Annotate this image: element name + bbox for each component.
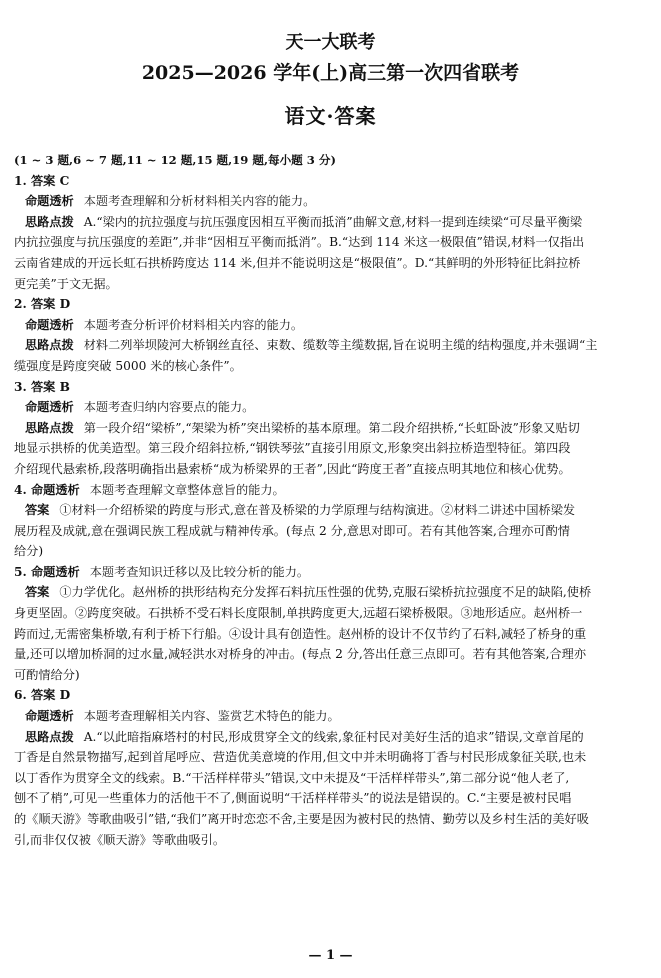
intent-text: 本题考查归纳内容要点的能力。 bbox=[83, 400, 255, 415]
analysis-line: 引,而非仅仅被《顺天游》等歌曲吸引。 bbox=[14, 832, 226, 847]
analysis-label: 思路点拨 bbox=[25, 420, 74, 435]
analysis-line: 内抗拉强度与抗压强度的差距”,并非“因相互平衡而抵消”。B.“达到 114 米这一极限值”错误,材料一仅指出 bbox=[14, 235, 585, 250]
analysis-label: 思路点拨 bbox=[25, 729, 74, 744]
intent-text: 本题考查理解和分析材料相关内容的能力。 bbox=[83, 194, 316, 209]
question-2 bbox=[14, 294, 646, 376]
answer-line: 跨而过,无需密集桥墩,有利于桥下行船。④设计具有创造性。赵州桥的设计不仅节约了石料,减轻了桥身的重 bbox=[14, 626, 587, 641]
question-6-answer: 6. 答案 D bbox=[14, 688, 71, 703]
analysis-line: 更完美”于文无据。 bbox=[14, 276, 118, 291]
question-6 bbox=[14, 685, 646, 850]
answer-content bbox=[14, 150, 646, 850]
question-5-head: 5. 命题透析 bbox=[14, 564, 80, 579]
intent-label: 命题透析 bbox=[25, 400, 74, 415]
question-2-answer: 2. 答案 D bbox=[14, 297, 71, 312]
question-1-intent bbox=[14, 191, 646, 212]
analysis-line: 刨不了梢”,可见一些重体力的活他干不了,侧面说明“干活样样带头”的说法是错误的。C.“主要是被村民唱 bbox=[14, 791, 572, 806]
analysis-line: 的《顺天游》等歌曲吸引”错,“我们”离开时恋恋不舍,主要是因为被村民的热情、勤劳以及乡村生活的美好吸 bbox=[14, 812, 589, 826]
intent-label: 命题透析 bbox=[25, 194, 74, 209]
analysis-line: 第一段介绍“梁桥”,“架梁为桥”突出梁桥的基本原理。第二段介绍拱桥,“长虹卧波”形象又贴切 bbox=[83, 420, 580, 435]
answer-line: 量,还可以增加桥洞的过水量,减轻洪水对桥身的冲击。(每点 2 分,答出任意三点即可。若有其他答案,合理亦 bbox=[14, 647, 587, 662]
subject-answer-title: 语文·答案 bbox=[284, 104, 377, 128]
analysis-line: 介绍现代悬索桥,段落明确指出悬索桥“成为桥梁界的王者”,因此“跨度王者”直接点明其地位和核心优势。 bbox=[14, 461, 571, 476]
answer-line: 身更坚固。②跨度突破。石拱桥不受石料长度限制,单拱跨度更大,远超石梁桥极限。③地形适应。赵州桥一 bbox=[14, 606, 583, 621]
page-number: — 1 — bbox=[308, 948, 353, 963]
question-5-answer bbox=[14, 582, 646, 603]
question-6-intent bbox=[14, 706, 646, 727]
question-3-analysis bbox=[14, 418, 646, 439]
analysis-label: 思路点拨 bbox=[25, 214, 74, 229]
analysis-line: 云南省建成的开远长虹石拱桥跨度达 114 米,但并不能说明这是“极限值”。D.“其鲜明的外形特征比斜拉桥 bbox=[14, 255, 581, 270]
analysis-line: 缆强度是跨度突破 5000 米的核心条件”。 bbox=[14, 358, 242, 373]
intent-text: 本题考查分析评价材料相关内容的能力。 bbox=[83, 317, 304, 332]
question-3-intent bbox=[14, 397, 646, 418]
analysis-line: 材料二列举坝陵河大桥钢丝直径、束数、缆数等主缆数据,旨在说明主缆的结构强度,并未强调“主 bbox=[83, 338, 598, 353]
intent-text: 本题考查理解文章整体意旨的能力。 bbox=[89, 482, 285, 497]
answer-label: 答案 bbox=[25, 585, 50, 600]
analysis-line: A.“梁内的抗拉强度与抗压强度因相互平衡而抵消”曲解文意,材料一提到连续梁“可尽量平衡梁 bbox=[83, 214, 583, 229]
question-1-analysis bbox=[14, 212, 646, 233]
intent-text: 本题考查知识迁移以及比较分析的能力。 bbox=[89, 564, 310, 579]
analysis-line: 丁香是自然景物描写,起到首尾呼应、营造优美意境的作用,但文中并未明确将丁香与村民形成象征关联,也未 bbox=[14, 750, 587, 765]
intent-text: 本题考查理解相关内容、鉴赏艺术特色的能力。 bbox=[83, 709, 340, 724]
analysis-label: 思路点拨 bbox=[25, 338, 74, 353]
analysis-line: A.“以此暗指麻塔村的村民,形成贯穿全文的线索,象征村民对美好生活的追求”错误,文章首尾的 bbox=[83, 729, 584, 744]
analysis-line: 以丁香作为贯穿全文的线索。B.“干活样样带头”错误,文中未提及“干活样样带头”,第二部分说“他人老了, bbox=[14, 770, 570, 785]
question-6-analysis bbox=[14, 727, 646, 748]
question-2-analysis bbox=[14, 335, 646, 356]
intent-label: 命题透析 bbox=[25, 709, 74, 724]
answer-line: 可酌情给分) bbox=[14, 667, 80, 682]
question-1 bbox=[14, 171, 646, 295]
intent-label: 命题透析 bbox=[25, 317, 74, 332]
exam-organizer-title: 天一大联考 bbox=[285, 32, 376, 53]
question-4 bbox=[14, 480, 646, 562]
scoring-note: (1 ~ 3 题,6 ~ 7 题,11 ~ 12 题,15 题,19 题,每小题 3 分) bbox=[14, 153, 336, 167]
answer-line: 给分) bbox=[14, 544, 44, 559]
answer-line: 展历程及成就,意在强调民族工程成就与精神传承。(每点 2 分,意思对即可。若有其他答案,合理亦可酌情 bbox=[14, 523, 570, 538]
answer-line: ①力学优化。赵州桥的拱形结构充分发挥石料抗压性强的优势,克服石梁桥抗拉强度不足的缺陷,使桥 bbox=[59, 585, 592, 600]
exam-session-title: 2025—2026 学年(上)高三第一次四省联考 bbox=[141, 62, 520, 84]
analysis-line: 地显示拱桥的优美造型。第三段介绍斜拉桥,“钢铁琴弦”直接引用原文,形象突出斜拉桥造型特征。第四段 bbox=[14, 441, 571, 456]
question-5 bbox=[14, 562, 646, 686]
question-4-answer bbox=[14, 500, 646, 521]
question-5-intent bbox=[14, 562, 646, 583]
question-3 bbox=[14, 377, 646, 480]
question-4-intent bbox=[14, 480, 646, 501]
answer-line: ①材料一介绍桥梁的跨度与形式,意在普及桥梁的力学原理与结构演进。②材料二讲述中国桥梁发 bbox=[59, 503, 576, 518]
answer-label: 答案 bbox=[25, 503, 50, 518]
question-4-head: 4. 命题透析 bbox=[14, 482, 80, 497]
question-1-answer: 1. 答案 C bbox=[14, 173, 70, 188]
question-3-answer: 3. 答案 B bbox=[14, 379, 70, 394]
question-2-intent bbox=[14, 315, 646, 336]
